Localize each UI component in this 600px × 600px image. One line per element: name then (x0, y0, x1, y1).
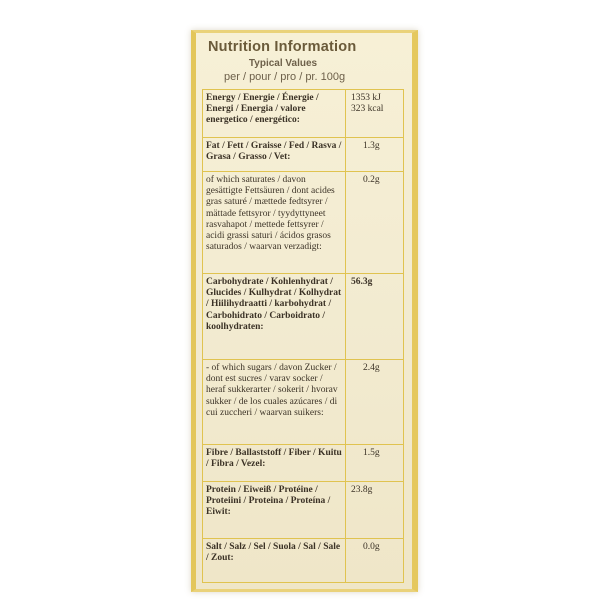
nutrient-value: 2.4g (363, 363, 380, 373)
label-subtitle: Typical Values (248, 58, 318, 69)
serving-basis: per / pour / pro / pr. 100g (224, 71, 346, 83)
table-row (203, 172, 403, 274)
nutrient-name: Energy / Energie / Énergie / Energi / Energia / valore energetico / energético: (206, 93, 319, 126)
nutrient-name: Fat / Fett / Graisse / Fed / Rasva / Grasa / Grasso / Vet: (206, 141, 342, 163)
table-row (203, 539, 403, 582)
nutrient-name: Protein / Eiweiß / Protéine / Proteiini / Proteina / Proteína / Eiwit: (206, 485, 331, 518)
nutrient-value: 1.5g (363, 448, 380, 458)
nutrient-name: Carbohydrate / Kohlenhydrat / Glucides / Kulhydrat / Kolhydrat / Hiilihydraatti / karbohydrat / Carbohidrato / Carboidrato / koolhydraten: (206, 277, 342, 332)
table-row (203, 138, 403, 172)
nutrient-value: 1.3g (363, 141, 380, 151)
nutrient-value: 0.2g (363, 175, 380, 185)
table-row (203, 482, 403, 539)
nutrient-value: 0.0g (363, 542, 380, 552)
label-title: Nutrition Information (208, 39, 357, 55)
table-row (203, 360, 403, 445)
table-row (203, 90, 403, 138)
nutrient-value: 56.3g (351, 277, 373, 287)
nutrition-label (191, 30, 418, 592)
table-row (203, 274, 403, 360)
nutrition-table (202, 89, 404, 583)
table-row (203, 445, 403, 482)
nutrient-name: - of which sugars / davon Zucker / dont est sucres / varav socker / heraf sukkerarter / sokerit / hvorav sukker / de los cuales azúcares / di cui zuccheri / waarvan suikers: (206, 363, 338, 418)
nutrient-name: Salt / Salz / Sel / Suola / Sal / Sale / Zout: (206, 542, 341, 564)
nutrient-name: of which saturates / davon gesättigte Fettsäuren / dont acides gras saturé / mættede fedtsyrer / mättade fettsyror / tyydyttyneet rasvahapot / mettede fettsyrer / acidi grassi saturi / ácidos grasos saturados / waarvan verzadigt: (206, 175, 335, 253)
nutrient-name: Fibre / Ballaststoff / Fiber / Kuitu / Fibra / Vezel: (206, 448, 342, 470)
nutrient-value: 23.8g (351, 485, 373, 495)
nutrient-value: 1353 kJ 323 kcal (351, 93, 384, 115)
